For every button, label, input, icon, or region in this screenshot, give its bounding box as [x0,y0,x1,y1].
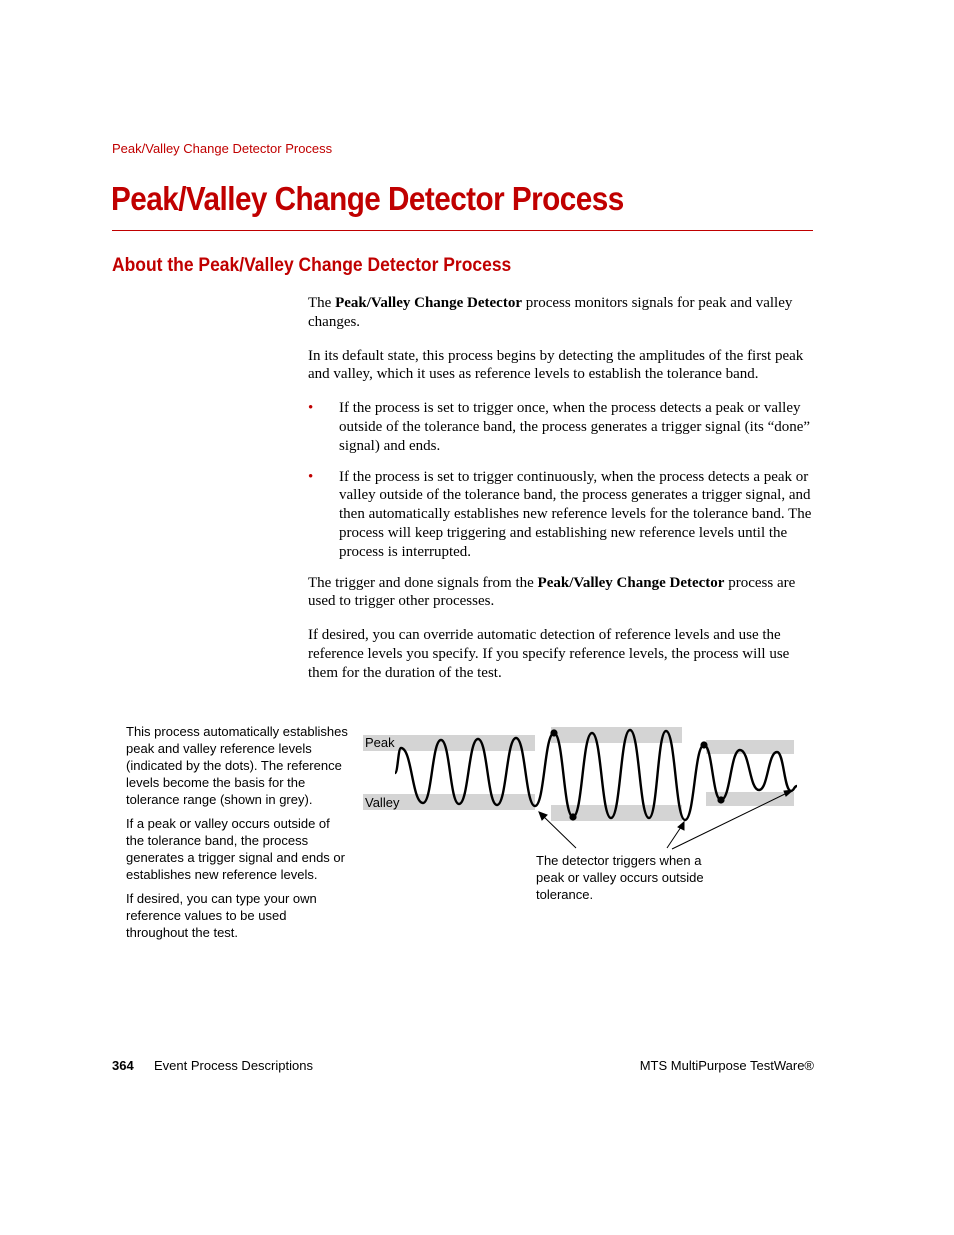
process-name: Peak/Valley Change Detector [335,295,522,311]
process-name: Peak/Valley Change Detector [537,574,725,591]
side-note-paragraph: If a peak or valley occurs outside of the tolerance band, the process generates a trigger signal and ends or establishes new reference levels. [126,816,345,882]
arrowhead [678,822,684,830]
paragraph-override: If desired, you can override automatic detection of reference levels and use the reference levels you specify. If you specify reference levels, the process will use them for the duration of the test. [308,627,790,681]
bullet-text: If the process is set to trigger once, when the process detects a peak or valley outside of the tolerance band, the process generates a trigger signal (its “done” signal) and ends. [339,400,811,454]
side-note-paragraph: If desired, you can type your own reference values to be used throughout the test. [126,891,317,940]
side-note-paragraph: This process automatically establishes peak and valley reference levels (indicated by the dots). The reference levels become the basis for the tolerance range (shown in grey). [126,724,348,807]
breadcrumb: Peak/Valley Change Detector Process [112,141,333,156]
paragraph-trigger-signals: The trigger and done signals from the Peak/Valley Change Detector process are used to trigger other processes. [308,574,796,610]
bullet-marker: • [308,468,314,485]
page-title: Peak/Valley Change Detector Process [111,180,624,217]
page-number: 364 [112,1058,134,1073]
bullet-marker: • [308,400,314,417]
peak-label: Peak [365,735,395,750]
valley-label: Valley [365,795,400,810]
paragraph-default-state: In its default state, this process begins by detecting the amplitudes of the first peak and valley, which it uses as reference levels to establish the tolerance band. [308,347,804,383]
reference-dot [550,729,557,736]
paragraph-intro: The Peak/Valley Change Detector process monitors signals for peak and valley changes. [308,295,793,330]
reference-dot [569,813,576,820]
section-heading: About the Peak/Valley Change Detector Process [112,255,512,276]
peak-band [706,740,794,754]
footer-section: Event Process Descriptions [154,1058,313,1073]
reference-dot [700,741,707,748]
figure-caption: The detector triggers when a peak or valley occurs outside tolerance. [536,853,704,902]
reference-dot [717,796,724,803]
footer-product: MTS MultiPurpose TestWare® [639,1058,814,1073]
bullet-text: If the process is set to trigger continuously, when the process detects a peak or valley outside of the tolerance band, the process generates a trigger signal, and then automatically establishes new reference levels for the tolerance band. The process will keep triggering and establishing new reference levels until the process is interrupted. [339,468,812,560]
